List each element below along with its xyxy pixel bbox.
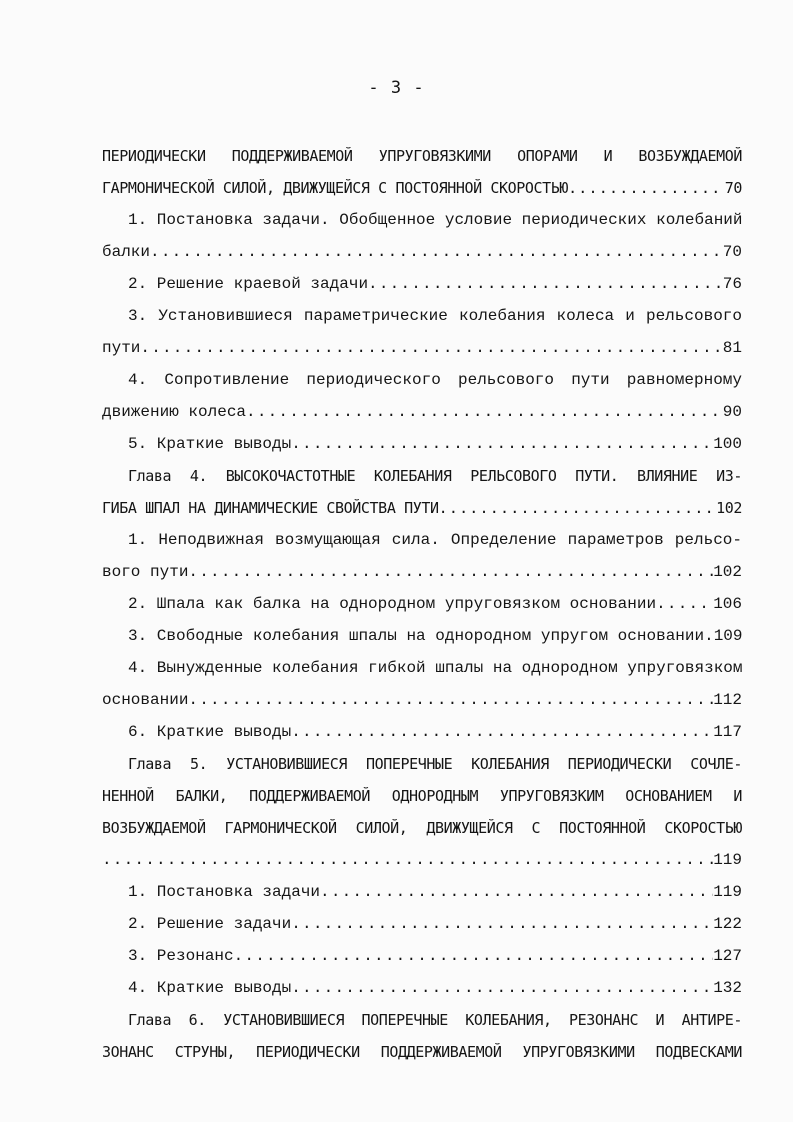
toc-entry[interactable] <box>128 880 742 904</box>
toc-leader-dots <box>188 688 713 712</box>
toc-page-number: 76 <box>722 275 742 293</box>
toc-line <box>128 528 742 552</box>
toc-line-text: ЗОНАНС СТРУНЫ, ПЕРИОДИЧЕСКИ ПОДДЕРЖИВАЕМОЙ УПРУГОВЯЗКИМИ ПОДВЕСКАМИ <box>102 1043 742 1061</box>
toc-line-text: ПЕРИОДИЧЕСКИ ПОДДЕРЖИВАЕМОЙ УПРУГОВЯЗКИМИ ОПОРАМИ И ВОЗБУЖДАЕМОЙ <box>102 147 742 165</box>
toc-line-text: 4. Вынужденные колебания гибкой шпалы на однородном упруговязком <box>128 659 743 677</box>
toc-entry-title: движению колеса <box>102 403 247 421</box>
toc-entry[interactable] <box>102 336 742 360</box>
toc-entry-title: 4. Краткие выводы <box>128 979 292 997</box>
toc-line-text: 1. Постановка задачи. Обобщенное условие периодических колебаний <box>128 211 743 229</box>
toc-page-number: 106 <box>713 595 742 613</box>
toc-line-text: 1. Неподвижная возмущающая сила. Определение параметров рельсо- <box>128 531 742 549</box>
toc-line-text: 4. Сопротивление периодического рельсового пути равномерному <box>128 371 742 389</box>
toc-entry-title: 5. Краткие выводы <box>128 435 292 453</box>
toc-entry-title: пути <box>102 339 141 357</box>
toc-entry-title: ГАРМОНИЧЕСКОЙ СИЛОЙ, ДВИЖУЩЕЙСЯ С ПОСТОЯННОЙ СКОРОСТЬЮ <box>102 179 569 197</box>
toc-page-number: 122 <box>713 915 742 933</box>
toc-line-text: Глава 4. ВЫСОКОЧАСТОТНЫЕ КОЛЕБАНИЯ РЕЛЬСОВОГО ПУТИ. ВЛИЯНИЕ ИЗ- <box>128 467 742 485</box>
toc-entry[interactable] <box>128 976 742 1000</box>
toc-line <box>102 1040 742 1064</box>
toc-entry[interactable] <box>128 272 742 296</box>
toc-leader-dots <box>656 592 713 616</box>
toc-line <box>128 1008 742 1032</box>
toc-line <box>128 464 742 488</box>
toc-page-number: 102 <box>713 563 742 581</box>
toc-entry-title: 3. Свободные колебания шпалы на однородном упругом основании. <box>128 627 714 645</box>
toc-entry-title: 1. Постановка задачи <box>128 883 321 901</box>
toc-entry[interactable] <box>102 176 742 200</box>
toc-page-number: 81 <box>722 339 742 357</box>
toc-entry[interactable] <box>102 400 742 424</box>
toc-leader-dots <box>140 336 722 360</box>
toc-entry[interactable] <box>102 240 742 264</box>
toc-leader-dots <box>188 560 713 584</box>
toc-entry-title: балки <box>102 243 151 261</box>
toc-line-text: НЕННОЙ БАЛКИ, ПОДДЕРЖИВАЕМОЙ ОДНОРОДНЫМ УПРУГОВЯЗКИМ ОСНОВАНИЕМ И <box>102 787 742 805</box>
toc-entry[interactable] <box>128 912 742 936</box>
toc-entry-title: основании <box>102 691 189 709</box>
toc-line <box>102 816 742 840</box>
toc-line-text: 3. Установившиеся параметрические колебания колеса и рельсового <box>128 307 742 325</box>
toc-entry[interactable] <box>102 688 742 712</box>
toc-page-number: 70 <box>724 179 742 197</box>
toc-page-number: 70 <box>722 243 742 261</box>
toc-entry-title: 2. Решение краевой задачи <box>128 275 369 293</box>
toc-page-number: 90 <box>722 403 742 421</box>
toc-entry[interactable] <box>128 720 742 744</box>
toc-entry-title: 2. Решение задачи <box>128 915 292 933</box>
toc-line <box>102 784 742 808</box>
toc-line <box>102 144 742 168</box>
toc-page-number: 112 <box>713 691 742 709</box>
toc-page-number: 132 <box>713 979 742 997</box>
toc-leader-dots <box>291 912 713 936</box>
toc-entry[interactable] <box>128 944 742 968</box>
toc-page-number: 100 <box>713 435 742 453</box>
toc-leader-dots <box>439 496 716 520</box>
toc-leader-dots <box>320 880 713 904</box>
toc-leader-dots <box>150 240 723 264</box>
toc-entry-title: ГИБА ШПАЛ НА ДИНАМИЧЕСКИЕ СВОЙСТВА ПУТИ <box>102 499 439 517</box>
toc-page-number: 127 <box>713 947 742 965</box>
toc-leader-dots <box>568 176 725 200</box>
toc-page-number: 102 <box>716 499 742 517</box>
toc-page-number: 119 <box>713 851 742 869</box>
toc-line-text: Глава 6. УСТАНОВИВШИЕСЯ ПОПЕРЕЧНЫЕ КОЛЕБАНИЯ, РЕЗОНАНС И АНТИРЕ- <box>128 1011 742 1029</box>
toc-page-number: 119 <box>713 883 742 901</box>
toc-entry[interactable] <box>102 496 742 520</box>
page-number: - 3 - <box>368 78 425 98</box>
toc-page-number: 109 <box>713 627 743 645</box>
toc-line-text: Глава 5. УСТАНОВИВШИЕСЯ ПОПЕРЕЧНЫЕ КОЛЕБАНИЯ ПЕРИОДИЧЕСКИ СОЧЛЕ- <box>128 755 742 773</box>
toc-line <box>128 368 742 392</box>
toc-leader-dots <box>291 976 713 1000</box>
toc-page-number: 117 <box>713 723 742 741</box>
toc-entry[interactable] <box>102 848 742 872</box>
toc-leader-dots <box>368 272 723 296</box>
toc-leader-dots <box>291 720 713 744</box>
toc-entry[interactable] <box>128 592 742 616</box>
toc-line <box>128 304 742 328</box>
toc-leader-dots <box>246 400 723 424</box>
toc-entry[interactable] <box>102 560 742 584</box>
toc-entry[interactable] <box>128 432 742 456</box>
toc-entry[interactable] <box>128 624 742 648</box>
toc-entry-title: 3. Резонанс <box>128 947 234 965</box>
toc-leader-dots <box>102 848 713 872</box>
toc-entry-title: 6. Краткие выводы <box>128 723 292 741</box>
toc-line <box>128 656 742 680</box>
toc-entry-title: вого пути <box>102 563 189 581</box>
toc-line <box>128 208 742 232</box>
toc-leader-dots <box>234 944 714 968</box>
toc-line-text: ВОЗБУЖДАЕМОЙ ГАРМОНИЧЕСКОЙ СИЛОЙ, ДВИЖУЩЕЙСЯ С ПОСТОЯННОЙ СКОРОСТЬЮ <box>102 819 742 837</box>
toc-leader-dots <box>291 432 713 456</box>
toc-line <box>128 752 742 776</box>
toc-entry-title: 2. Шпала как балка на однородном упруговязком основании <box>128 595 657 613</box>
